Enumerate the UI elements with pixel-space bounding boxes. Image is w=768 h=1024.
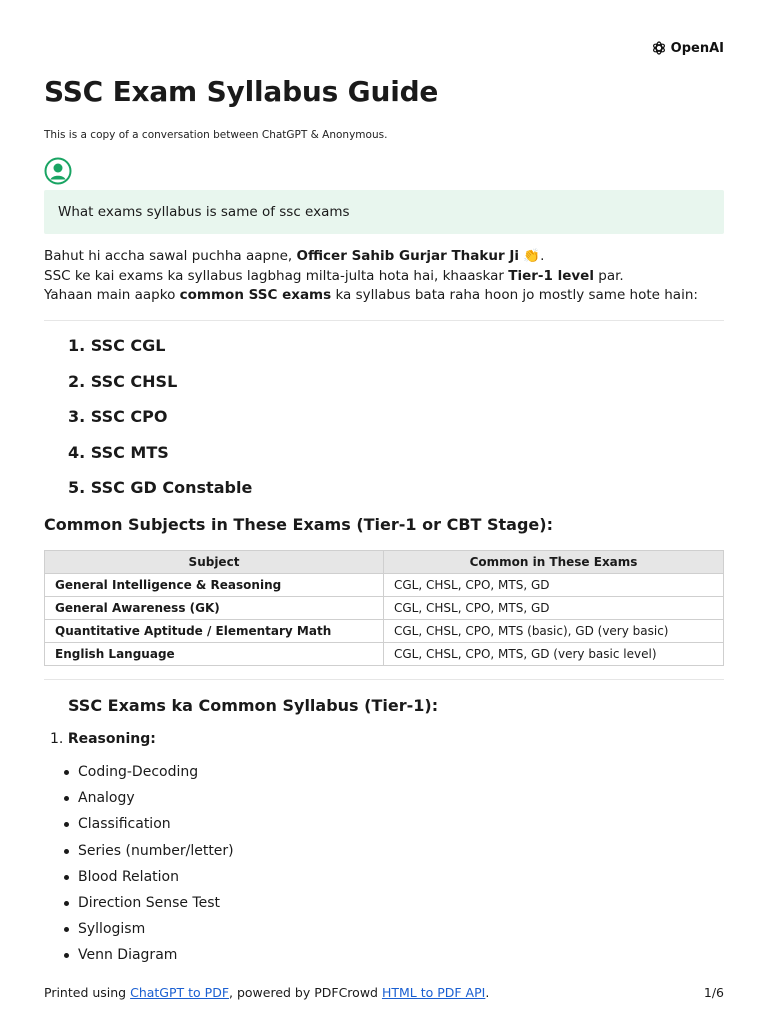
table-header: Common in These Exams [384, 551, 724, 574]
exam-item: 3. SSC CPO [68, 407, 168, 426]
table-row [45, 643, 724, 666]
list-item: Series (number/letter) [62, 841, 234, 867]
intro-text: Yahaan main aapko [44, 287, 180, 304]
footer-text: . [485, 985, 490, 1000]
exam-item: 5. SSC GD Constable [68, 478, 253, 497]
intro-text: par. [593, 267, 624, 284]
table-header: Subject [45, 551, 384, 574]
exam-list [68, 336, 252, 514]
intro-line-1 [44, 247, 724, 267]
user-message [44, 190, 724, 234]
divider [44, 679, 724, 680]
footer-credit [44, 985, 489, 1000]
exam-item: 1. SSC CGL [68, 336, 166, 355]
table-cell: CGL, CHSL, CPO, MTS, GD [384, 574, 724, 597]
table-cell: General Intelligence & Reasoning [45, 574, 384, 597]
list-item: Venn Diagram [62, 945, 234, 971]
reasoning-topic-list [62, 762, 234, 972]
list-item: Syllogism [62, 919, 234, 945]
footer [44, 985, 724, 1000]
table-row [45, 597, 724, 620]
table-cell: CGL, CHSL, CPO, MTS, GD (very basic level) [384, 643, 724, 666]
table-cell: CGL, CHSL, CPO, MTS (basic), GD (very basic) [384, 620, 724, 643]
intro-line-3 [44, 286, 724, 306]
table-cell: General Awareness (GK) [45, 597, 384, 620]
intro-text: . [540, 248, 545, 264]
table-row [45, 620, 724, 643]
chatgpt-to-pdf-link[interactable]: ChatGPT to PDF [130, 985, 230, 1000]
common-subjects-table [44, 550, 724, 666]
footer-text: Printed using [44, 985, 131, 1000]
list-item: Blood Relation [62, 867, 234, 893]
page-number: 1/6 [703, 985, 724, 1000]
brand-name: OpenAI [670, 40, 724, 56]
table-row [45, 574, 724, 597]
table-header-row [45, 551, 724, 574]
intro-bold: Officer Sahib Gurjar Thakur Ji [296, 248, 519, 264]
intro-text: SSC ke kai exams ka syllabus lagbhag milta-julta hota hai, khaaskar [44, 267, 509, 284]
list-item: Classification [62, 814, 234, 840]
section-number: 1. [50, 731, 64, 747]
openai-logo-icon [651, 40, 667, 56]
exam-item: 2. SSC CHSL [68, 371, 178, 391]
table-cell: English Language [45, 643, 384, 666]
list-item: Coding-Decoding [62, 762, 234, 788]
assistant-intro [44, 247, 724, 306]
common-subjects-heading: Common Subjects in These Exams (Tier-1 or CBT Stage): [44, 515, 553, 534]
exam-item: 4. SSC MTS [68, 442, 169, 462]
divider [44, 320, 724, 321]
intro-line-2 [44, 267, 724, 287]
section-reasoning-heading [50, 731, 156, 747]
openai-logo [651, 40, 724, 56]
list-item: Analogy [62, 788, 234, 814]
page-title: SSC Exam Syllabus Guide [44, 75, 439, 108]
clap-emoji: 👏 [523, 248, 541, 264]
footer-text: , powered by PDFCrowd [229, 985, 382, 1000]
copy-note: This is a copy of a conversation between ChatGPT & Anonymous. [44, 129, 388, 141]
user-message-text: What exams syllabus is same of ssc exams [58, 204, 350, 220]
section-label: Reasoning: [67, 731, 156, 747]
html-to-pdf-api-link[interactable]: HTML to PDF API [381, 985, 486, 1000]
syllabus-heading: SSC Exams ka Common Syllabus (Tier-1): [68, 696, 439, 715]
intro-text: ka syllabus bata raha hoon jo mostly same hote hain: [331, 287, 698, 304]
list-item: Direction Sense Test [62, 893, 234, 919]
intro-bold: Tier-1 level [508, 267, 594, 284]
user-avatar-icon [44, 157, 72, 185]
table-cell: CGL, CHSL, CPO, MTS, GD [384, 597, 724, 620]
table-cell: Quantitative Aptitude / Elementary Math [45, 620, 384, 643]
intro-text: Bahut hi accha sawal puchha aapne, [44, 248, 297, 264]
intro-bold: common SSC exams [179, 287, 332, 304]
